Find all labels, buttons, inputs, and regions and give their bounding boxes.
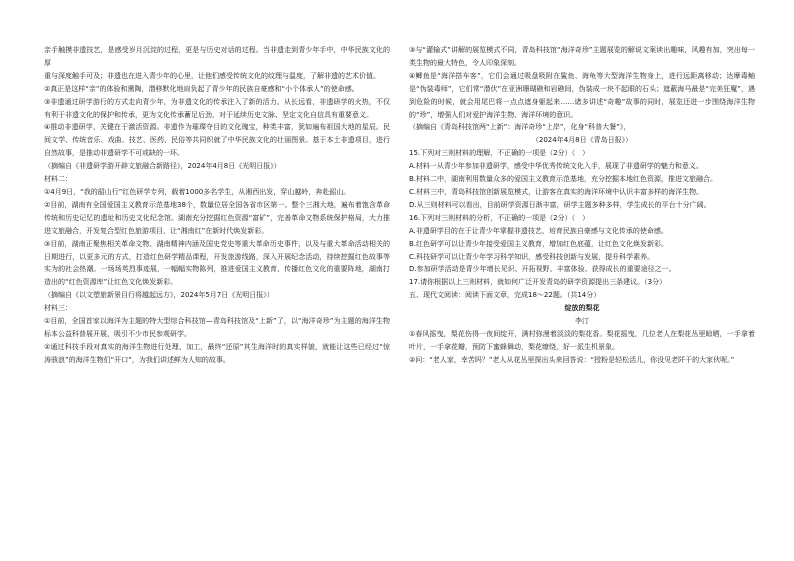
left-column [44,44,390,367]
paragraph: D.参加研学活动是青少年增长见识、开拓视野、丰富体验、获得成长的重要途径之一。 [409,265,676,274]
paragraph: （摘编自《以文塑旅新景目行将越起远方》，2024年5月7日《光明日报》） [44,291,274,300]
paragraph: B.材料二中，湖南利用数量众多的爱国主义教育示范基地，充分挖掘本地红色资源，推进文旅融合。 [409,175,718,184]
paragraph: A.材料一从青少年参加非遗研学，感受中华优秀传统文化入手，展现了非遗研学的魅力和意义。 [409,162,703,171]
paragraph: ②目前，湖南有全国爱国主义教育示范基地38个，数量位居全国各省市区第一。整个三湘大地，遍布着饱含革命传统和历史记忆的遗址和历史文化纪念馆。湖南充分挖掘红色资源“富矿”，完善革命文物系统保护格局，大力推进文旅融合，开发复合型红色旅游项目，让“湘南红”在新时代焕发新彩。 [44,200,390,235]
article-title: 绽放的梨花 [564,304,600,313]
paragraph: ③非遗通过研学游行的方式走向青少年，为非遗文化的传承注入了新的活力。从长远看，非遗研学的火热，不仅有利于非遗文化的保护和传承，更为文化传承蓄足后劲，对于延续历史文脉、坚定文化自信具有重要意义。 [44,97,390,119]
paragraph: ③与“灌输式”讲解的展览模式不同，青岛科技馆“海洋奇珍”主题展览的解说文案读出趣味，风趣有加，突出每一类生物的最大特色，令人印象深刻。 [409,46,755,67]
paragraph: 五、现代文阅读：阅读下面文章，完成18～22题。（共14分） [409,291,601,300]
paragraph: A.非遗研学目的在于让青少年掌握非遗技艺，培育民族自豪感与文化传承的使命感。 [409,226,668,235]
paragraph: B.红色研学可以让青少年接受爱国主义教育，增加红色底蕴，让红色文化焕发新彩。 [409,239,669,248]
paragraph: （摘编自《非遗研学游开辟文旅融合新路径》，2024年4月8日《光明日报》） [44,162,281,171]
paragraph: ①4月9日，“我的韶山行”红色研学专列，载着1000多名学生，从湘西出发，穿山越岭，奔赴韶山。 [44,187,351,196]
paragraph: ②问：“老人家，幸苦吗？”老人从花丛里探出头来回答说：“授粉是轻松活儿，你没见老阡干的大家伙呢。” [409,355,735,364]
paragraph: 亲手触摸非遗技艺，是感受岁月沉淀的过程，更是与历史对话的过程。当非遗走到青少年手中，中华民族文化的厚 [44,46,390,67]
section-heading: 材料二： [44,175,72,184]
paragraph: ①春风摇曳，梨花伤得一夜间绽开，满村弥漫着淡淡的梨花香。梨花摇曳，几位老人在梨花丛里晾晒，一手拿着叶片，一手拿花瓣，预防下蜜蜂舞动，梨花缭绕，好一派生机景象。 [409,329,755,351]
paragraph: 15.下列对三则材料的理解，不正确的一项是（2分）（ ） [409,149,590,158]
paragraph: ②通过科技手段对真实的海洋生物进行处理、加工，最终“还原”其生海洋时的真实样貌，就能让这些已经过“惊涛骇浪”的海洋生物们“开口”，为我们讲述鲜为人知的故事。 [44,342,390,364]
paragraph: ①目前，全国首家以海洋为主题的特大型综合科技馆—青岛科技馆及“上新”了，以“海洋奇珍”为主题的海洋生物标本公益科普展开展，吸引不少市民参观研学。 [44,317,390,338]
paragraph: （摘编自《青岛科技馆两“上新”：海洋奇珍“上岸”，化身“科普大餐”》， [409,123,631,132]
paragraph: 17.请你根据以上三则材料，就如何广泛开发青岛的研学资源提出三条建议。（3分） [409,278,667,287]
right-column [409,44,755,367]
section-heading: 材料三： [44,304,72,313]
paragraph: 重与深度触手可及；非遗也在进入青少年的心里，让他们感受传统文化的纹理与温度，了解非遗的艺术价值。 [44,71,380,80]
paragraph: ③目前，湖南正聚焦相关革命文物、湖南精神内涵及国史党史等重大革命历史事件，以及与重大革命活动相关的日期进行，以更多元的方式，打造红色研学精品课程，开发旅游线路，深入开展纪念活动，持续挖掘红色故事等实为的社会热潮。一场场英烈事迹展，一幅幅实物陈列，推进爱国主义教育、传播红色文化的重要阵地，湖南打造出的“红色资源库”让红色文化焕发新彩。 [44,239,390,287]
article-author: 李汀 [575,317,589,326]
paragraph: ④推动非遗研学，关键在于激活资源。非遗作为璀璨夺目的文化瑰宝，种类丰富，犹如遍布祖国大地的星辰。民间文学、传统音乐、戏曲、技艺、医药、民俗等共同织就了中华民族文化的壮丽图景。基于本土非遗项目，进行自然故事，是推动非遗研学不可或缺的一环。 [44,123,390,158]
source-citation: （2024年4月8日《青岛日报》） [531,136,633,145]
paragraph: C.科技研学可以让青少年学习科学知识，感受科技创新与发展，提升科学素养。 [409,252,655,261]
paragraph: C.材料三中，青岛科技馆创新展览模式，让游客在真实的海洋环境中认识丰富多样的海洋生物。 [409,187,704,196]
paragraph: D.从三则材料可以看出，目前研学资源日渐丰富，研学主题多种多样，学生成长的平台十分广阔。 [409,200,711,209]
paragraph: ④鲫鱼是“海洋搭车客”，它们会通过吸盘吸附在鲨鱼、海龟等大型海洋生物身上，进行远距离移动；达摩毒鲉是“伪装毒师”，它们常“潜伏”在亚洲珊瑚礁和岩礁间，伪装成一块不起眼的石头；遮蔽海马最是“完美狂魔”，遇到危险的时候，就会用尾巴将一点点遮身躯起来……诸多讲述“奇趣”故事的同时，展览还进一步围绕海洋生物的“珍”，增强人们对爱护海洋生物、海洋环境的意识。 [409,71,755,119]
paragraph: ②真正是这样“亲”的体验和熏陶，潜移默化地肩负起了青少年的民族自豪感和“小个体承人”的使命感。 [44,84,359,93]
paragraph: 16.下列对三则材料的分析，不正确的一项是（2分）（ ） [409,213,590,222]
